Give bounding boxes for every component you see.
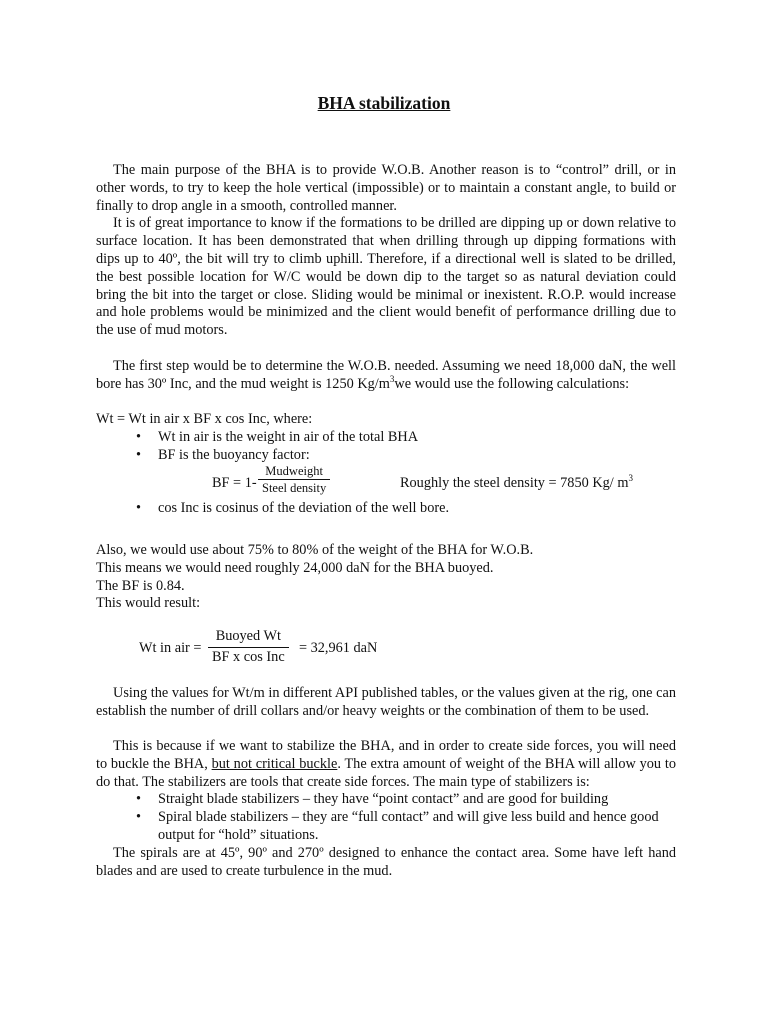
list-item: • BF is the buoyancy factor: bbox=[96, 447, 676, 465]
first-step-text-end: we would use the following calculations: bbox=[394, 375, 630, 392]
result-prefix: Wt in air = bbox=[139, 640, 202, 656]
list-item: • Wt in air is the weight in air of the total BHA bbox=[96, 429, 676, 447]
usage-line-3: The BF is 0.84. bbox=[96, 577, 185, 594]
stabilize-text: This is because if we want to stabilize the BHA, and in order to create side forces, you will need to buckle the BHA, bbox=[96, 738, 676, 772]
stabilize-paragraph bbox=[96, 738, 676, 791]
tables-section bbox=[96, 685, 676, 721]
bf-numerator: Mudweight bbox=[265, 464, 323, 479]
list-item: • cos Inc is cosinus of the deviation of the well bore. bbox=[96, 500, 676, 518]
intro-paragraph-1: The main purpose of the BHA is to provide W.O.B. Another reason is to “control” drill, or in other words, to try to keep the hole vertical (impossible) or to maintain a constant angle, to build or finally to drop angle in a smooth, controlled manner. bbox=[96, 162, 676, 214]
formula-section bbox=[96, 411, 676, 518]
first-step-paragraph bbox=[96, 358, 676, 394]
usage-line-1: Also, we would use about 75% to 80% of the weight of the BHA for W.O.B. bbox=[96, 542, 534, 558]
result-formula bbox=[96, 628, 676, 668]
stabilize-section bbox=[96, 738, 676, 880]
stabilize-underlined: but not critical buckle bbox=[211, 755, 338, 772]
first-step-section bbox=[96, 358, 676, 394]
formula-bullets bbox=[96, 429, 676, 465]
steel-density-text: Roughly the steel density = 7850 Kg/ m bbox=[400, 475, 629, 492]
usage-section bbox=[96, 542, 676, 613]
result-value: = 32,961 daN bbox=[299, 640, 378, 656]
stabilize-text-end: . The extra amount of weight of the BHA will allow you to do that. The stabilizers are tools that create side forces. The main type of stabilizers is: bbox=[96, 755, 676, 790]
usage-line-2: This means we would need roughly 24,000 daN for the BHA buoyed. bbox=[96, 559, 494, 576]
bf-denominator: Steel density bbox=[258, 479, 330, 495]
bf-prefix: BF = 1- bbox=[212, 475, 257, 492]
list-item: • Spiral blade stabilizers – they are “full contact” and will give less build and hence good output for “hold” situations. bbox=[96, 809, 676, 845]
intro-paragraph-2: It is of great importance to know if the formations to be drilled are dipping up or down relative to surface location. It has been demonstrated that when drilling through up dipping formations with dips up to 40º, the bit will try to climb uphill. Therefore, if a directional well is slated to be drilled, the best possible location for W/C would be down dip to the target so as natural deviation could bring the bit into the target or close. Sliding would be minimal or inexistent. R.O.P. would increase and hole problems would be minimized and the client would benefit of performance drilling due to the use of mud motors. bbox=[96, 215, 676, 339]
stabilizer-types bbox=[96, 791, 676, 844]
result-fraction bbox=[208, 628, 289, 667]
tables-paragraph: Using the values for Wt/m in different API published tables, or the values given at the rig, one can establish the number of drill collars and/or heavy weights or the combination of them to be used. bbox=[96, 685, 676, 719]
closing-paragraph: The spirals are at 45º, 90º and 270º designed to enhance the contact area. Some have left hand blades and are used to create turbulence in the mud. bbox=[96, 844, 676, 879]
bf-fraction bbox=[258, 464, 330, 495]
list-item: • Straight blade stabilizers – they have “point contact” and are good for building bbox=[96, 791, 676, 809]
formula-bullets-2 bbox=[96, 500, 676, 518]
result-denominator: BF x cos Inc bbox=[208, 647, 289, 667]
page-title: BHA stabilization bbox=[317, 93, 451, 113]
first-step-sup: 3 bbox=[389, 373, 395, 384]
result-numerator: Buoyed Wt bbox=[215, 628, 281, 644]
steel-density-sup: 3 bbox=[628, 473, 633, 484]
first-step-text: The first step would be to determine the W.O.B. needed. Assuming we need 18,000 daN, the well bore has 30º Inc, and the mud weight is 1250 Kg/m bbox=[96, 358, 676, 392]
formula-intro: Wt = Wt in air x BF x cos Inc, where: bbox=[96, 411, 313, 427]
bf-formula-row bbox=[96, 464, 676, 500]
steel-density-note bbox=[400, 475, 633, 493]
usage-line-4: This would result: bbox=[96, 595, 201, 612]
intro-section bbox=[96, 162, 676, 340]
